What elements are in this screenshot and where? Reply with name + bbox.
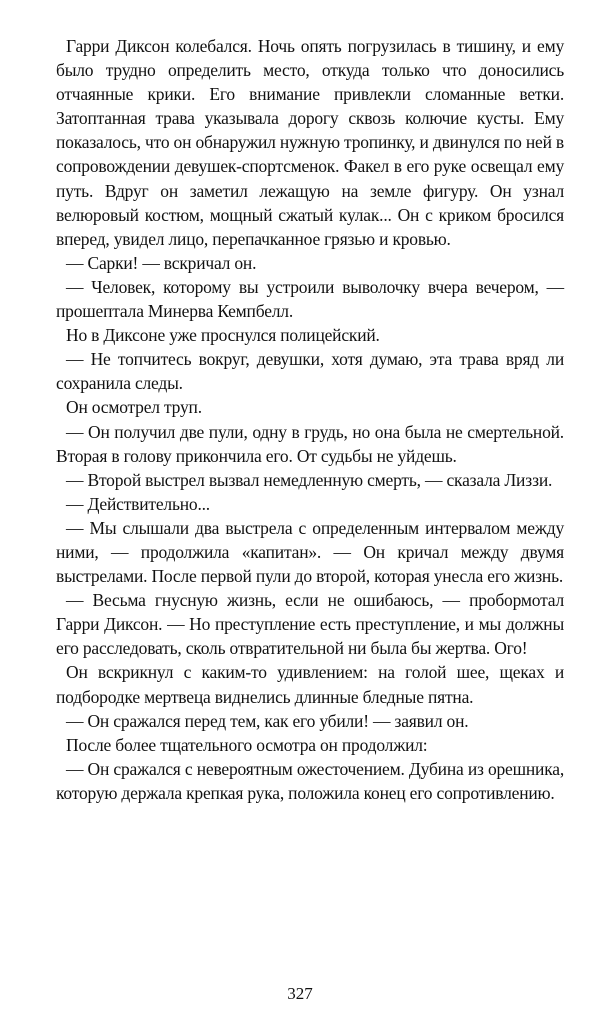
paragraph: — Мы слышали два выстрела с определенным интервалом между ними, — продолжила «капитан». — Он кричал между двумя выстрелами. После первой пули до второй, которая унесла его жизнь. — [56, 517, 564, 587]
page-number: 327 — [287, 984, 313, 1003]
paragraph: — Сарки! — вскричал он. — [66, 252, 257, 273]
paragraph: — Не топчитесь вокруг, девушки, хотя думаю, эта трава вряд ли сохранила следы. — [56, 349, 564, 394]
paragraph: — Действительно... — [66, 493, 210, 514]
paragraph: Он вскрикнул с каким-то удивлением: на голой шее, щеках и подбородке мертвеца виднелись длинные бледные пятна. — [56, 662, 564, 707]
paragraph: — Он получил две пули, одну в грудь, но она была не смертельной. Вторая в голову прикончила его. От судьбы не уйдешь. — [56, 421, 564, 466]
paragraph: — Второй выстрел вызвал немедленную смерть, — сказала Лиззи. — [66, 469, 553, 490]
paragraph: — Он сражался перед тем, как его убили! — заявил он. — [66, 710, 469, 731]
paragraph: — Человек, которому вы устроили выволочку вчера вечером, — прошептала Минерва Кемпбелл. — [56, 276, 564, 322]
paragraph: — Он сражался с невероятным ожесточением. Дубина из орешника, которую держала крепкая рука, положила конец его сопротивлению. — [56, 758, 564, 803]
page-body — [56, 34, 564, 805]
paragraph: После более тщательного осмотра он продолжил: — [66, 734, 428, 755]
paragraph: Но в Диксоне уже проснулся полицейский. — [66, 325, 380, 346]
paragraph: Он осмотрел труп. — [66, 397, 202, 418]
paragraph: Гарри Диксон колебался. Ночь опять погрузилась в тишину, и ему было трудно определить место, откуда только что доносились отчаянные крики. Его внимание привлекли сломанные ветки. Затоптанная трава указывала дорогу сквозь колючие кусты. Ему показалось, что он обнаружил нужную тропинку, и двинулся по ней в сопровождении девушек-спортсменок. Факел в его руке освещал ему путь. Вдруг он заметил лежащую на земле фигуру. Он узнал велюровый костюм, мощный сжатый кулак... Он с криком бросился вперед, увидел лицо, перепачканное грязью и кровью. — [56, 36, 564, 249]
paragraph: — Весьма гнусную жизнь, если не ошибаюсь, — пробормотал Гарри Диксон. — Но преступление есть преступление, и мы должны его расследовать, сколь отвратительной ни была бы жертва. Ого! — [56, 590, 564, 659]
